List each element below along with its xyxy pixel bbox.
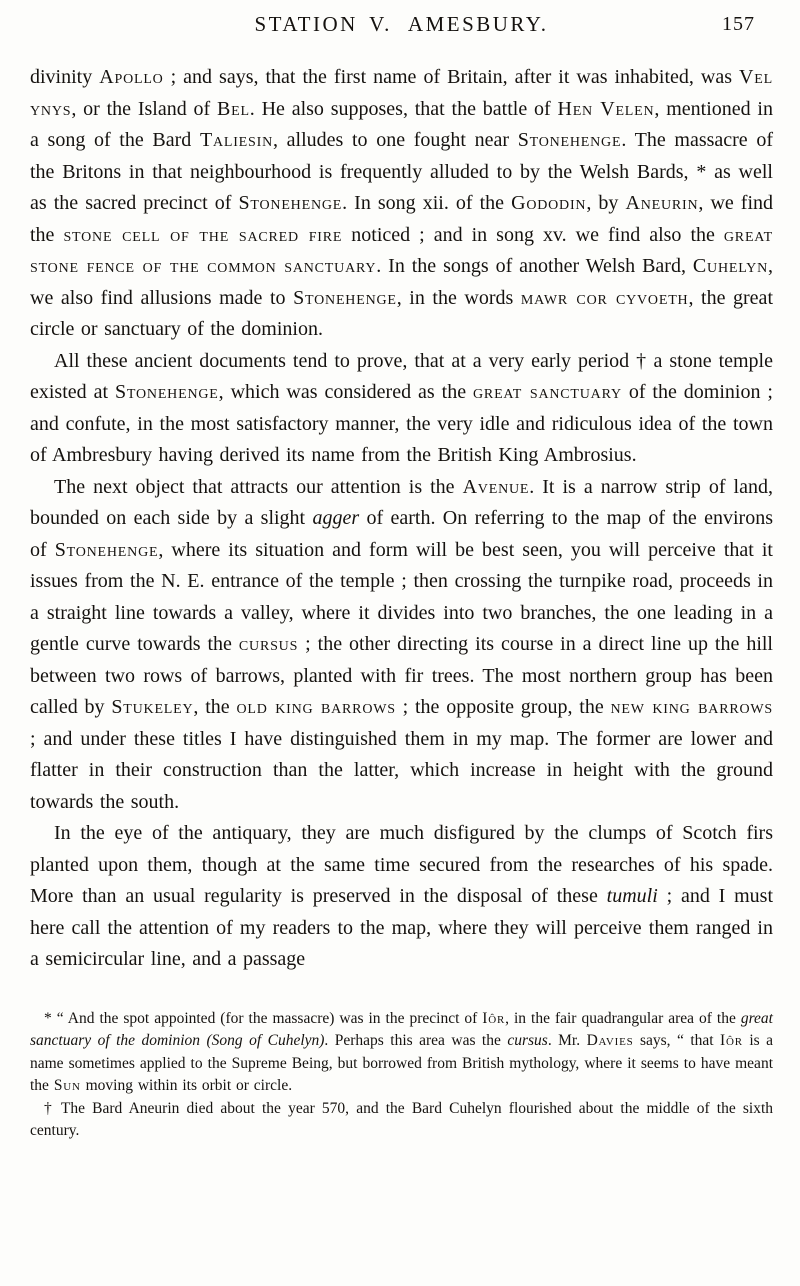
text-run: Bel	[216, 97, 250, 120]
footnote-dagger	[30, 1098, 773, 1143]
text-run: , alludes to one fought near	[273, 129, 518, 151]
text-run: . In the songs of another Welsh Bard,	[376, 255, 693, 277]
text-run: ; and I must here call the attention of my readers to the map, where they will perceive them ranged in a semicircular line, and a passage	[30, 885, 773, 970]
page-body	[30, 62, 773, 976]
paragraph-antiquary	[30, 818, 773, 976]
text-run: of earth. On referring to the map of the environs of	[30, 507, 773, 561]
text-run: , in the fair quadrangular area of the	[505, 1009, 741, 1027]
text-run: Iôr	[720, 1032, 743, 1049]
paragraph-avenue	[30, 472, 773, 819]
paragraph-ancient-documents	[30, 346, 773, 472]
text-run: . He also supposes, that the battle of	[249, 97, 558, 120]
text-run: Stukeley	[111, 696, 194, 718]
text-run: The next object that attracts our attention is the	[54, 475, 463, 498]
text-run: agger	[312, 507, 360, 529]
text-run: stone cell of the sacred fire	[63, 223, 343, 246]
text-run: cursus	[507, 1032, 548, 1049]
text-run: Gododin	[511, 192, 587, 214]
text-run: Hen Velen	[557, 97, 655, 120]
text-run: , which was considered as the	[218, 381, 474, 403]
text-run: Stonehenge	[293, 286, 397, 309]
text-run: , the	[193, 696, 237, 718]
footnote-asterisk	[30, 1008, 773, 1098]
text-run: Stonehenge	[517, 129, 622, 151]
text-run: . It is a narrow strip of land, bounded on each side by a slight	[30, 475, 773, 529]
text-run: Avenue	[462, 475, 530, 498]
footnotes	[30, 1008, 773, 1143]
text-run: cursus	[238, 633, 299, 655]
text-run: * “ And the spot appointed (for the massacre) was in the precinct of	[44, 1009, 483, 1027]
text-run: says, “ that	[633, 1032, 721, 1049]
text-run: Davies	[586, 1032, 634, 1049]
text-run: great stone fence of the common sanctuary	[30, 223, 774, 277]
text-run: ; and under these titles I have distinguished them in my map. The former are lower and flatter in their construction than the latter, which increase in height with the ground towards the south.	[30, 727, 773, 813]
text-run: . Perhaps this area was the	[324, 1032, 508, 1049]
paragraph-continuation	[30, 62, 773, 346]
text-run: tumuli	[606, 885, 658, 907]
text-run: , we also find allusions made to	[30, 255, 773, 309]
text-run: divinity	[30, 66, 100, 88]
text-run: moving within its orbit or circle.	[80, 1077, 293, 1094]
text-run: ; the opposite group, the	[395, 696, 611, 718]
text-run: . In song xii. of the	[342, 192, 512, 214]
text-run: Aneurin	[625, 192, 699, 214]
text-run: new king barrows	[610, 696, 773, 718]
text-run: . Mr.	[547, 1032, 587, 1049]
text-run: , in the words	[396, 286, 521, 309]
text-run: , where its situation and form will be best seen, you will perceive that it issues from the N. E. entrance of the temple ; then crossing the turnpike road, proceeds in a straight line towards a valley, where it divides into two branches, the one leading in a gentle curve towards the	[30, 538, 773, 655]
text-run: Stonehenge	[114, 381, 219, 403]
running-title-station: STATION V.	[254, 12, 392, 36]
text-run: , or the Island of	[71, 97, 217, 120]
page-number: 157	[722, 13, 755, 35]
text-run: . The massacre of the Britons in that neighbourhood is frequently alluded to by the Welsh Bards, * as well as the sacred precinct of	[30, 129, 773, 214]
text-run: , by	[586, 192, 626, 214]
text-run: Vel ynys	[30, 66, 773, 120]
running-title	[30, 12, 773, 37]
page-header	[30, 12, 773, 46]
text-run: , we find the	[30, 192, 774, 246]
text-run: of the dominion ; and confute, in the most satisfactory manner, the very idle and ridiculous idea of the town of Ambresbury having derived its name from the British King Ambrosius.	[30, 381, 773, 466]
text-run: ; and says, that the first name of Britain, after it was inhabited, was	[163, 66, 740, 88]
text-run: great sanctuary	[473, 381, 622, 403]
text-run: Taliesin	[199, 129, 273, 151]
text-run: In the eye of the antiquary, they are much disfigured by the clumps of Scotch firs planted upon them, though at the same time secured from the researches of his spade. More than an usual regularity is preserved in the disposal of these	[30, 822, 773, 907]
text-run: , the great circle or sanctuary of the dominion.	[30, 286, 773, 340]
text-run: Stonehenge	[54, 538, 159, 561]
text-run: , mentioned in a song of the Bard	[30, 97, 773, 151]
text-run: All these ancient documents tend to prove, that at a very early period † a stone temple existed at	[30, 349, 773, 403]
text-run: ; the other directing its course in a direct line up the hill between two rows of barrows, planted with fir trees. The most northern group has been called by	[30, 633, 773, 718]
text-run: old king barrows	[236, 696, 396, 718]
text-run: mawr cor cyvoeth	[520, 286, 689, 309]
text-run: Sun	[53, 1077, 81, 1094]
text-run: Cuhelyn	[692, 255, 768, 277]
text-run: great sanctuary of the dominion (Song of Cuhelyn)	[30, 1009, 773, 1049]
text-run: † The Bard Aneurin died about the year 570, and the Bard Cuhelyn flourished about the middle of the sixth century.	[30, 1099, 773, 1139]
text-run: is a name sometimes applied to the Supreme Being, but borrowed from British mythology, where it seems to have meant the	[30, 1032, 773, 1094]
text-run: Apollo	[99, 66, 164, 88]
text-run: Iôr	[482, 1009, 506, 1027]
text-run: Stonehenge	[238, 192, 343, 214]
text-run: noticed ; and in song xv. we find also the	[342, 223, 724, 246]
running-title-place: AMESBURY.	[407, 12, 549, 36]
